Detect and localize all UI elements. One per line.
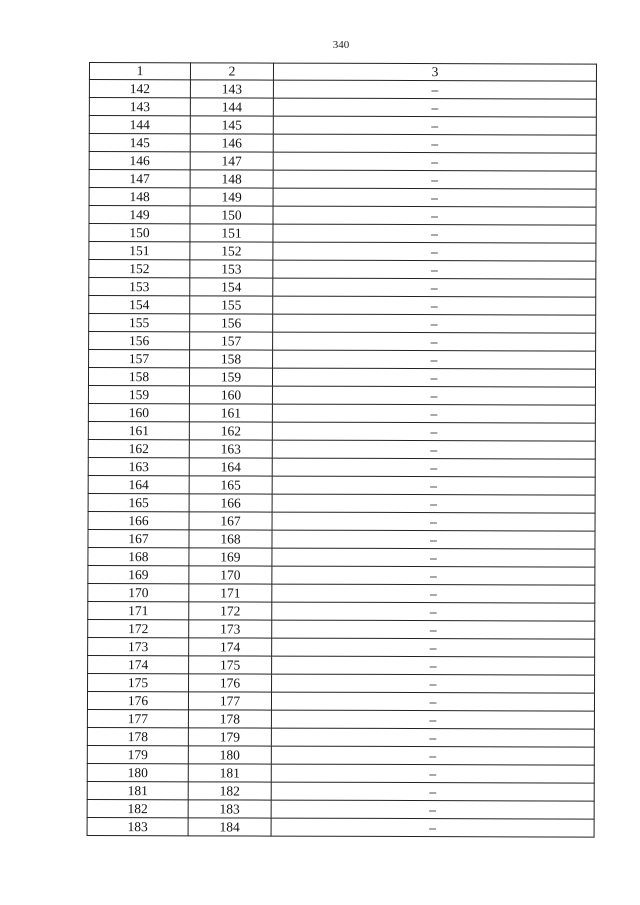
- table-row: [87, 745, 594, 765]
- table-cell-col-2: 169: [189, 548, 272, 566]
- table-cell-col-3: –: [271, 764, 594, 783]
- table-cell-col-3: –: [273, 224, 596, 243]
- table-cell-col-1: 170: [88, 583, 189, 601]
- table-cell-col-3: –: [272, 530, 595, 549]
- table-cell-col-2: 165: [189, 476, 272, 494]
- table-cell-col-2: 152: [190, 242, 273, 260]
- table-row: [88, 547, 595, 567]
- table-cell-col-3: –: [271, 746, 594, 765]
- table-cell-col-1: 151: [89, 242, 190, 260]
- table-row: [88, 493, 595, 513]
- table-cell-col-1: 168: [88, 547, 189, 565]
- table-cell-col-1: 160: [88, 403, 189, 421]
- table-cell-col-2: 176: [189, 674, 272, 692]
- table-row: [87, 799, 594, 819]
- table-cell-col-3: –: [273, 314, 596, 333]
- table-cell-col-1: 177: [87, 709, 188, 727]
- table-cell-col-2: 163: [189, 440, 272, 458]
- table-row: [88, 565, 595, 585]
- table-cell-col-2: 160: [189, 386, 272, 404]
- table-cell-col-1: 163: [88, 457, 189, 475]
- column-header-2: 2: [190, 63, 273, 80]
- table-cell-col-3: –: [272, 620, 595, 639]
- table-cell-col-2: 174: [189, 638, 272, 656]
- table-row: [87, 709, 594, 729]
- table-cell-col-2: 161: [189, 404, 272, 422]
- table-row: [88, 475, 595, 495]
- table-row: [88, 619, 595, 639]
- table-cell-col-2: 168: [189, 530, 272, 548]
- table-row: [89, 260, 596, 280]
- table-cell-col-3: –: [273, 278, 596, 297]
- table-cell-col-3: –: [272, 476, 595, 495]
- table-cell-col-2: 179: [188, 728, 271, 746]
- table-row: [88, 403, 595, 423]
- table-row: [89, 224, 596, 244]
- table-cell-col-3: –: [272, 422, 595, 441]
- table-cell-col-1: 145: [89, 134, 190, 152]
- table-cell-col-1: 157: [89, 350, 190, 368]
- table-cell-col-1: 149: [89, 206, 190, 224]
- table-cell-col-2: 167: [189, 512, 272, 530]
- column-header-1: 1: [89, 63, 190, 80]
- table-cell-col-1: 153: [89, 278, 190, 296]
- table-row: [89, 170, 596, 190]
- table-row: [88, 637, 595, 657]
- table-cell-col-1: 172: [88, 619, 189, 637]
- table-row: [88, 673, 595, 693]
- table-row: [87, 817, 594, 837]
- table-cell-col-3: –: [272, 674, 595, 693]
- table-cell-col-1: 181: [87, 781, 188, 799]
- table-row: [88, 385, 595, 405]
- table-cell-col-1: 175: [88, 673, 189, 691]
- table-row: [87, 763, 594, 783]
- table-cell-col-1: 143: [89, 98, 190, 116]
- table-cell-col-1: 158: [88, 368, 189, 386]
- table-cell-col-2: 155: [190, 296, 273, 314]
- table-row: [88, 601, 595, 621]
- table-cell-col-1: 147: [89, 170, 190, 188]
- table-cell-col-3: –: [271, 710, 594, 729]
- table-cell-col-2: 183: [188, 800, 271, 818]
- table-cell-col-1: 183: [87, 817, 188, 835]
- table-cell-col-1: 154: [89, 296, 190, 314]
- table-row: [87, 727, 594, 747]
- table-cell-col-3: –: [273, 206, 596, 225]
- table-cell-col-1: 159: [88, 385, 189, 403]
- table-cell-col-3: –: [271, 800, 594, 819]
- table-cell-col-2: 175: [189, 656, 272, 674]
- table-cell-col-1: 144: [89, 116, 190, 134]
- table-row: [89, 242, 596, 262]
- table-row: [88, 583, 595, 603]
- table-cell-col-3: –: [273, 260, 596, 279]
- table-cell-col-2: 182: [188, 782, 271, 800]
- table-cell-col-2: 153: [190, 260, 273, 278]
- table-cell-col-1: 164: [88, 475, 189, 493]
- table-row: [88, 529, 595, 549]
- table-cell-col-3: –: [273, 152, 596, 171]
- table-row: [88, 511, 595, 531]
- table-cell-col-2: 148: [190, 170, 273, 188]
- table-cell-col-1: 161: [88, 421, 189, 439]
- table-row: [88, 368, 595, 388]
- table-cell-col-1: 152: [89, 260, 190, 278]
- table-cell-col-3: –: [272, 584, 595, 603]
- table-cell-col-3: –: [273, 188, 596, 207]
- table-cell-col-2: 144: [190, 98, 273, 116]
- table-cell-col-3: –: [272, 602, 595, 621]
- table-cell-col-2: 172: [189, 602, 272, 620]
- table-cell-col-2: 157: [190, 332, 273, 350]
- table-cell-col-2: 146: [190, 134, 273, 152]
- table-cell-col-3: –: [273, 242, 596, 261]
- table-cell-col-3: –: [272, 656, 595, 675]
- table-cell-col-1: 179: [87, 745, 188, 763]
- table-cell-col-2: 149: [190, 188, 273, 206]
- table-cell-col-2: 177: [188, 692, 271, 710]
- table-cell-col-3: –: [273, 98, 596, 117]
- table-cell-col-1: 150: [89, 224, 190, 242]
- table-cell-col-3: –: [272, 494, 595, 513]
- table-cell-col-2: 147: [190, 152, 273, 170]
- table-cell-col-2: 184: [188, 818, 271, 836]
- table-row: [89, 296, 596, 316]
- table-cell-col-1: 162: [88, 439, 189, 457]
- table-cell-col-1: 167: [88, 529, 189, 547]
- table-cell-col-3: –: [273, 116, 596, 135]
- table-cell-col-2: 151: [190, 224, 273, 242]
- data-table: [87, 62, 597, 838]
- table-cell-col-3: –: [272, 638, 595, 657]
- table-cell-col-3: –: [273, 350, 596, 369]
- table-cell-col-3: –: [273, 296, 596, 315]
- table-row: [89, 350, 596, 370]
- table-cell-col-1: 148: [89, 188, 190, 206]
- table-cell-col-2: 162: [189, 422, 272, 440]
- table-cell-col-2: 164: [189, 458, 272, 476]
- table-cell-col-3: –: [273, 170, 596, 189]
- table-cell-col-2: 145: [190, 116, 273, 134]
- table-row: [89, 80, 596, 100]
- table-row: [89, 278, 596, 298]
- table-cell-col-2: 156: [190, 314, 273, 332]
- table-cell-col-3: –: [271, 782, 594, 801]
- table-cell-col-3: –: [271, 728, 594, 747]
- table-row: [89, 98, 596, 118]
- table-cell-col-2: 181: [188, 764, 271, 782]
- table-cell-col-3: –: [272, 386, 595, 405]
- table-cell-col-3: –: [273, 80, 596, 99]
- table-cell-col-2: 171: [189, 584, 272, 602]
- table-row: [89, 314, 596, 334]
- table-cell-col-3: –: [273, 332, 596, 351]
- table-cell-col-3: –: [271, 818, 594, 837]
- table-cell-col-1: 171: [88, 601, 189, 619]
- table-cell-col-1: 174: [88, 655, 189, 673]
- table-header-row: [89, 63, 596, 82]
- table-row: [88, 655, 595, 675]
- table-cell-col-2: 170: [189, 566, 272, 584]
- table-cell-col-3: –: [272, 368, 595, 387]
- table-row: [89, 188, 596, 208]
- table-cell-col-1: 156: [89, 332, 190, 350]
- column-header-3: 3: [273, 63, 596, 81]
- table-cell-col-2: 159: [189, 368, 272, 386]
- table-cell-col-1: 166: [88, 511, 189, 529]
- table-cell-col-3: –: [272, 566, 595, 585]
- table-cell-col-1: 169: [88, 565, 189, 583]
- table-cell-col-3: –: [272, 404, 595, 423]
- table-cell-col-2: 143: [190, 80, 273, 98]
- table-cell-col-3: –: [272, 440, 595, 459]
- table-cell-col-2: 150: [190, 206, 273, 224]
- table-cell-col-1: 155: [89, 314, 190, 332]
- table-cell-col-1: 182: [87, 799, 188, 817]
- table-row: [88, 421, 595, 441]
- table-cell-col-2: 154: [190, 278, 273, 296]
- table-row: [89, 116, 596, 136]
- table-cell-col-3: –: [272, 548, 595, 567]
- table-row: [89, 134, 596, 154]
- table-row: [89, 332, 596, 352]
- table-cell-col-1: 178: [87, 727, 188, 745]
- table-cell-col-3: –: [271, 692, 594, 711]
- table-row: [89, 206, 596, 226]
- page-number: 340: [332, 39, 350, 51]
- table-cell-col-2: 180: [188, 746, 271, 764]
- table-cell-col-2: 173: [189, 620, 272, 638]
- table-row: [87, 691, 594, 711]
- table-cell-col-2: 158: [190, 350, 273, 368]
- table-row: [88, 439, 595, 459]
- table-row: [88, 457, 595, 477]
- table-row: [87, 781, 594, 801]
- table-cell-col-2: 166: [189, 494, 272, 512]
- table-cell-col-2: 178: [188, 710, 271, 728]
- table-cell-col-3: –: [272, 512, 595, 531]
- table-body: [87, 80, 596, 838]
- table-cell-col-3: –: [273, 134, 596, 153]
- table-cell-col-1: 146: [89, 152, 190, 170]
- table-cell-col-1: 173: [88, 637, 189, 655]
- table-cell-col-1: 165: [88, 493, 189, 511]
- table-cell-col-1: 142: [89, 80, 190, 98]
- table-cell-col-1: 180: [87, 763, 188, 781]
- table-row: [89, 152, 596, 172]
- table-cell-col-1: 176: [87, 691, 188, 709]
- table-cell-col-3: –: [272, 458, 595, 477]
